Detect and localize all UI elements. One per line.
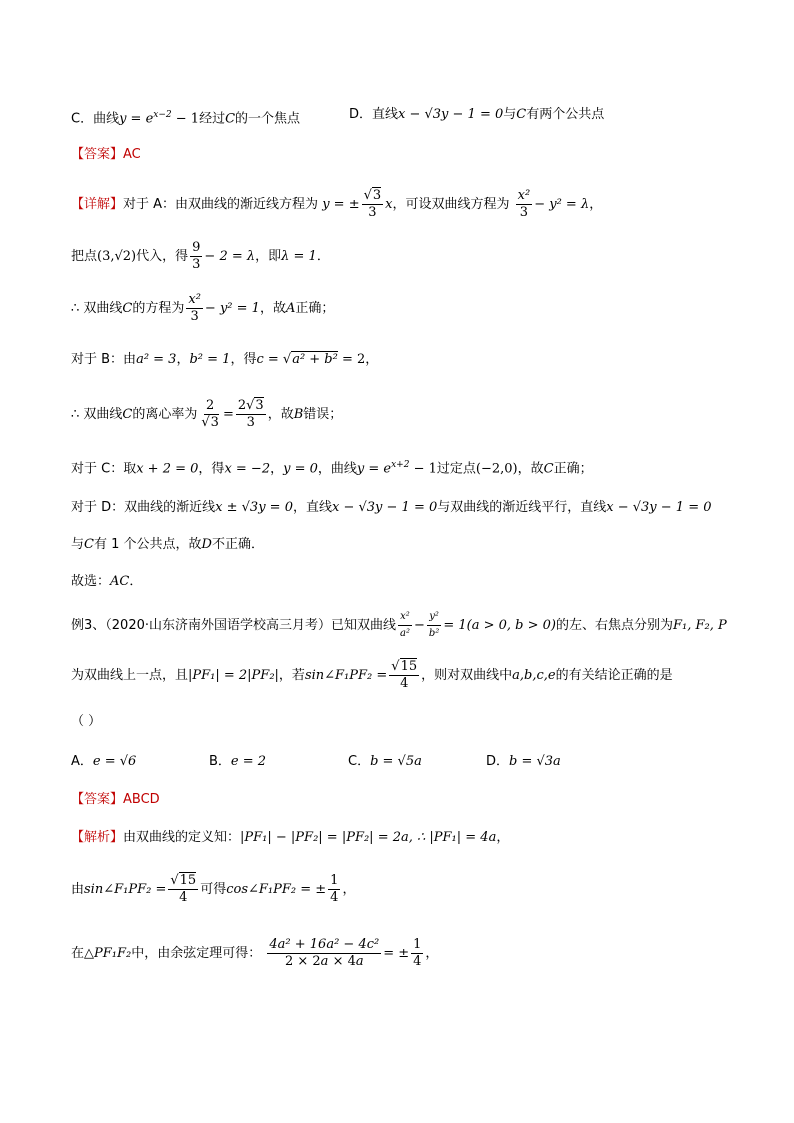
e-mid: 的离心率为 bbox=[132, 407, 198, 422]
example3-line-2 bbox=[71, 656, 673, 696]
detail-tag: 【详解】 bbox=[71, 197, 124, 212]
option-d-text: 与 bbox=[503, 107, 517, 122]
option-c-text: 经过 bbox=[199, 111, 226, 127]
solution-tag: 【解析】 bbox=[71, 830, 124, 845]
e-var: C bbox=[122, 407, 133, 422]
frac-sqrt15-over-4: $\frac{√15}{4}$ bbox=[391, 659, 418, 691]
ex3-foci: F₁, F₂, P bbox=[672, 618, 727, 633]
d-eq3: x − √3y − 1 = 0 bbox=[606, 500, 712, 515]
d-text1: 对于 D：双曲线的渐近线 bbox=[71, 500, 216, 515]
detail-a-text3: ， bbox=[589, 197, 603, 212]
frac-x2-over-3b: $\frac{\text{x²}}{3}$ bbox=[188, 292, 201, 324]
ex3-l2-eq1: |PF₁| = 2|PF₂| bbox=[188, 668, 279, 683]
detail-a-text2: ，可设双曲线方程为 bbox=[392, 197, 510, 212]
c-point: (−2,0) bbox=[475, 461, 518, 477]
frac-sqrt3-over-3: $\frac{√3}{3}$ bbox=[363, 188, 382, 220]
opt-a-label: A． bbox=[71, 754, 93, 769]
opt-b: e = 2 bbox=[230, 754, 267, 769]
c-line bbox=[71, 455, 593, 479]
option-a bbox=[71, 752, 136, 772]
option-c-var: C bbox=[225, 111, 236, 127]
sub-lambda: λ = 1 bbox=[281, 249, 317, 264]
d2-c: C bbox=[84, 537, 94, 552]
ex3-text1: 已知双曲线 bbox=[331, 618, 397, 633]
c-exp: x+2 bbox=[391, 460, 410, 470]
d-text2: ，直线 bbox=[292, 500, 332, 515]
pick-value: AC bbox=[110, 574, 130, 589]
s3-text1: 在 bbox=[71, 946, 85, 961]
b-sep: ， bbox=[176, 352, 190, 367]
c-text2: ，得 bbox=[198, 461, 225, 477]
answer2-tag: 【答案】 bbox=[71, 792, 124, 807]
e-b: B bbox=[293, 407, 304, 422]
pick-line bbox=[71, 572, 142, 592]
option-b bbox=[209, 752, 266, 772]
d2-d: D bbox=[201, 537, 212, 552]
option-c-label: C．曲线 bbox=[71, 111, 120, 127]
pick-end: ． bbox=[129, 574, 143, 589]
sub-text4: ． bbox=[316, 249, 330, 264]
c-tail: − 1 bbox=[409, 461, 437, 477]
sub-eq: − 2 = λ bbox=[204, 249, 256, 264]
frac-2-over-sqrt3: $\frac{2}{√3}$ bbox=[201, 398, 219, 430]
frac-cosine-law: $\frac{\text{4a² + 16a² − 4c²}}{2 \times 2a \times 4a}$ bbox=[269, 937, 380, 969]
b-text2: ，得 bbox=[230, 352, 257, 367]
s2-end: ， bbox=[342, 882, 356, 897]
ex3-l2-sin: sin∠F₁PF₂ = bbox=[304, 668, 388, 683]
solution-line-3 bbox=[71, 932, 438, 976]
d2-pre: 与 bbox=[71, 537, 85, 552]
option-d-label: D．直线 bbox=[349, 107, 399, 122]
paren: （ ） bbox=[71, 714, 102, 729]
option-d-eq: x − √3y − 1 = 0 bbox=[398, 107, 504, 122]
frac-1-over-4: $\frac{1}{4}$ bbox=[330, 873, 339, 905]
d2-end: 不正确． bbox=[211, 537, 264, 552]
opt-a: e = √6 bbox=[92, 754, 137, 769]
frac-y2-over-b2: $\frac{\text{y²}}{\text{b²}}$ bbox=[428, 611, 440, 639]
c-text5: ，故 bbox=[517, 461, 544, 477]
b-text1: 对于 B：由 bbox=[71, 352, 137, 367]
eqc-var: C bbox=[122, 301, 133, 316]
option-d bbox=[349, 105, 604, 125]
option-c-tail: − 1 bbox=[171, 111, 200, 127]
d-text3: 与双曲线的渐近线平行，直线 bbox=[437, 500, 607, 515]
s2-cos: cos∠F₁PF₂ = ± bbox=[226, 882, 327, 897]
frac-x2-over-3: $\frac{\text{x²}}{3}$ bbox=[517, 188, 531, 220]
solution-line-2 bbox=[71, 868, 355, 912]
s2-sin: sin∠F₁PF₂ = bbox=[84, 882, 167, 897]
option-d-end: 有两个公共点 bbox=[526, 107, 605, 122]
c-eq4: y = e bbox=[356, 461, 392, 477]
detail-a-text1: 对于 A：由双曲线的渐近线方程为 bbox=[123, 197, 319, 212]
eqc-end: 正确； bbox=[295, 301, 335, 316]
answer-blank bbox=[71, 712, 101, 732]
ex3-text2: 的左、右焦点分别为 bbox=[555, 618, 673, 633]
d-line-2 bbox=[71, 535, 264, 555]
option-d-var: C bbox=[516, 107, 527, 122]
answer-1 bbox=[71, 145, 141, 165]
s2-text1: 由 bbox=[71, 882, 85, 897]
c-sep: ， bbox=[270, 461, 284, 477]
ex3-l2-1: 为双曲线上一点，且 bbox=[71, 668, 189, 683]
ex3-l2-vars: a,b,c,e bbox=[512, 668, 556, 683]
substitute-line bbox=[71, 240, 330, 274]
solution-line-1 bbox=[71, 828, 509, 848]
c-eq2: x = −2 bbox=[224, 461, 271, 477]
b-val: = 2 bbox=[337, 352, 366, 367]
answer-tag: 【答案】 bbox=[71, 147, 124, 162]
sub-text1: 把点 bbox=[71, 249, 98, 264]
sub-text2: 代入，得 bbox=[136, 249, 189, 264]
sol-text1: 由双曲线的定义知： bbox=[123, 830, 241, 845]
opt-c: b = √5a bbox=[370, 754, 422, 769]
c-text4: 过定点 bbox=[436, 461, 476, 477]
ex3-source: （2020·山东济南外国语学校高三月考） bbox=[105, 618, 331, 633]
e-pre: ∴ 双曲线 bbox=[71, 407, 123, 422]
b-line: 对于 B：由a² = 3，b² = 1，得c = √a² + b² = 2， bbox=[71, 352, 379, 367]
frac-9-over-3: $\frac{9}{3}$ bbox=[192, 240, 201, 272]
asymptote-eq: y = ± bbox=[322, 197, 360, 212]
ex3-eq: = 1(a > 0, b > 0) bbox=[443, 618, 556, 633]
c-eq3: y = 0 bbox=[283, 461, 318, 477]
s2-text2: 可得 bbox=[200, 882, 227, 897]
c-c: C bbox=[543, 461, 554, 477]
sol-eq1: |PF₁| − |PF₂| = |PF₂| = 2a, ∴ |PF₁| = 4a bbox=[240, 830, 497, 845]
detail-a-line: 【详解】对于 A：由双曲线的渐近线方程为 y = ± $\frac{√3}{3}$ x，可设双曲线方程为 $\frac{\text{x²}}{3}$ − y² = λ， bbox=[71, 188, 603, 220]
option-c-end: 的一个焦点 bbox=[235, 111, 301, 127]
eqc-post: ，故 bbox=[259, 301, 286, 316]
ex3-l2-4: 的有关结论正确的是 bbox=[555, 668, 673, 683]
c-text1: 对于 C：取 bbox=[71, 461, 137, 477]
equation-c-line: ∴ 双曲线C的方程为 $\frac{\text{x²}}{3}$ − y² = 1，故A正确； bbox=[71, 292, 335, 324]
b-rad: a² + b² bbox=[292, 352, 338, 367]
frac-1-over-4b: $\frac{1}{4}$ bbox=[413, 937, 422, 969]
opt-d-label: D． bbox=[486, 754, 510, 769]
s3-tri: △PF₁F₂ bbox=[84, 946, 132, 961]
opt-d: b = √3a bbox=[509, 754, 561, 769]
b-b2: b² = 1 bbox=[189, 352, 231, 367]
frac-2sqrt3-over-3: $\frac{2√3}{3}$ bbox=[237, 398, 264, 430]
example3-line-1: 例3、（2020·山东济南外国语学校高三月考）已知双曲线 $\frac{\text{x²}}{\text{a²}}$ − $\frac{\text{y²}}{\text{b²}}$ = 1(a > 0, b > 0)的左、右焦点分别为F₁, F₂, P bbox=[71, 608, 727, 644]
c-end: 正确； bbox=[553, 461, 593, 477]
c-text3: ，曲线 bbox=[317, 461, 357, 477]
option-d2 bbox=[486, 752, 561, 772]
option-c bbox=[348, 752, 422, 772]
e-end: 错误； bbox=[303, 407, 343, 422]
ex3-label: 例3、 bbox=[71, 618, 106, 633]
b-c: c = bbox=[256, 352, 279, 367]
answer-value: AC bbox=[123, 147, 141, 162]
eqc-pre: ∴ 双曲线 bbox=[71, 301, 123, 316]
hyperbola-eq-tail: − y² = λ bbox=[534, 197, 590, 212]
e-post: ，故 bbox=[267, 407, 294, 422]
sub-text3: ，即 bbox=[255, 249, 282, 264]
sub-point: (3,√2) bbox=[97, 249, 137, 264]
s3-eq: = ± bbox=[383, 946, 410, 961]
ex3-l2-3: ，则对双曲线中 bbox=[421, 668, 513, 683]
option-row-cd bbox=[71, 105, 300, 129]
d2-mid: 有 1 个公共点，故 bbox=[93, 537, 202, 552]
opt-b-label: B． bbox=[209, 754, 231, 769]
opt-c-label: C． bbox=[348, 754, 371, 769]
frac-x2-over-a2: $\frac{\text{x²}}{\text{a²}}$ bbox=[400, 611, 410, 639]
ex3-l2-2: ，若 bbox=[278, 668, 305, 683]
pick-text: 故选： bbox=[71, 574, 111, 589]
d-eq2: x − √3y − 1 = 0 bbox=[332, 500, 438, 515]
answer-2 bbox=[71, 790, 160, 810]
d-line-1 bbox=[71, 498, 712, 518]
eccentricity-line: ∴ 双曲线C的离心率为 $\frac{2}{√3}$ = $\frac{2√3}{3}$ ，故B错误； bbox=[71, 398, 343, 430]
b-end: ， bbox=[365, 352, 379, 367]
frac-sqrt15-over-4b: $\frac{√15}{4}$ bbox=[170, 873, 197, 905]
option-c-exp: x−2 bbox=[153, 110, 172, 120]
s3-end: ， bbox=[425, 946, 439, 961]
option-c-eq: y = e bbox=[119, 111, 154, 127]
sol-end1: ， bbox=[496, 830, 510, 845]
c-eq1: x + 2 = 0 bbox=[136, 461, 199, 477]
b-a2: a² = 3 bbox=[136, 352, 177, 367]
d-eq1: x ± √3y = 0 bbox=[215, 500, 293, 515]
answer2-value: ABCD bbox=[123, 792, 160, 807]
s3-text2: 中，由余弦定理可得： bbox=[131, 946, 262, 961]
eqc-mid: 的方程为 bbox=[132, 301, 185, 316]
eqc-a: A bbox=[285, 301, 296, 316]
